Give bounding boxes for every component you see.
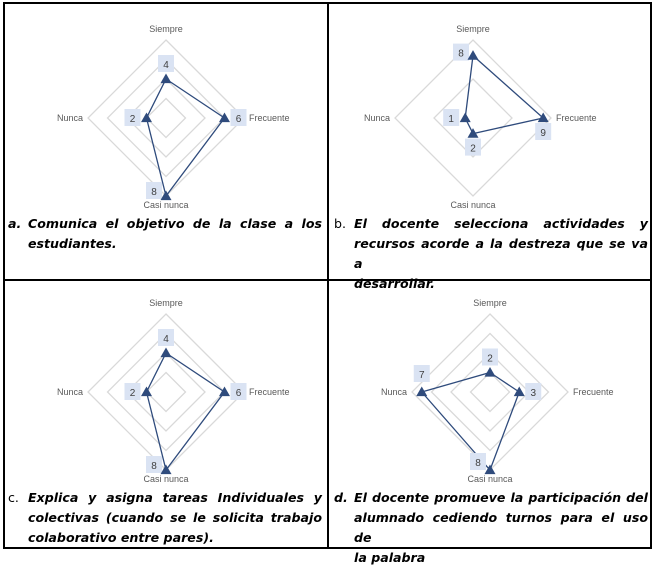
caption-line: desarrollar. xyxy=(354,276,435,291)
axis-label-frecuente: Frecuente xyxy=(556,113,597,123)
triangle-marker-icon xyxy=(161,348,172,358)
axis-label-frecuente: Frecuente xyxy=(573,387,614,397)
caption-line: la palabra xyxy=(354,550,426,565)
value-label: 1 xyxy=(448,114,454,125)
axis-label-siempre: Siempre xyxy=(456,24,490,34)
grid-ring xyxy=(395,40,551,196)
caption-line: Explica y asigna tareas Individuales y xyxy=(28,490,322,505)
value-label: 6 xyxy=(235,114,242,125)
axis-label-casi-nunca: Casi nunca xyxy=(450,200,496,210)
value-label: 2 xyxy=(129,114,136,125)
radar-chart-c xyxy=(0,280,328,484)
radar-chart-d xyxy=(328,280,656,484)
caption-line: Comunica el objetivo de la clase a los xyxy=(28,216,322,231)
value-label: 9 xyxy=(540,128,546,139)
radar-svg xyxy=(0,280,328,484)
caption-line: El docente promueve la participación del xyxy=(354,490,648,505)
radar-grid xyxy=(395,40,551,196)
value-label: 6 xyxy=(235,388,242,399)
axis-label-nunca: Nunca xyxy=(363,113,390,123)
axis-label-siempre: Siempre xyxy=(149,24,183,34)
axis-label-frecuente: Frecuente xyxy=(249,113,290,123)
radar-grid xyxy=(412,314,568,470)
axis-label-nunca: Nunca xyxy=(380,387,407,397)
caption-letter: d. xyxy=(334,490,348,505)
grid-ring xyxy=(147,99,186,138)
caption-d xyxy=(334,488,648,568)
caption-line: recursos acorde a la destreza que se va a xyxy=(354,236,648,271)
caption-line: estudiantes. xyxy=(28,236,117,251)
caption-letter: a. xyxy=(8,216,22,231)
triangle-marker-icon xyxy=(485,367,496,377)
caption-c xyxy=(8,488,322,548)
value-label: 8 xyxy=(458,48,464,60)
value-label: 8 xyxy=(151,461,157,472)
value-label: 4 xyxy=(163,334,169,345)
radar-svg xyxy=(328,280,656,484)
caption-b xyxy=(334,214,648,294)
caption-line: colaborativo entre pares). xyxy=(28,530,214,545)
triangle-marker-icon xyxy=(468,50,479,60)
grid-ring xyxy=(412,314,568,470)
value-label: 2 xyxy=(487,353,493,365)
caption-line: alumnado cediendo turnos para el uso de xyxy=(354,510,648,545)
axis-label-nunca: Nunca xyxy=(56,113,83,123)
series-line xyxy=(465,56,543,134)
value-label: 4 xyxy=(163,60,169,71)
axis-label-siempre: Siempre xyxy=(149,298,183,308)
axis-label-nunca: Nunca xyxy=(56,387,83,397)
value-label: 8 xyxy=(475,458,481,469)
axis-label-casi-nunca: Casi nunca xyxy=(467,474,513,484)
grid-ring xyxy=(471,373,510,412)
radar-chart-b xyxy=(328,0,656,210)
value-label: 2 xyxy=(129,388,136,399)
radar-svg xyxy=(328,0,656,210)
value-label: 7 xyxy=(418,370,425,381)
value-label: 3 xyxy=(530,388,537,399)
triangle-marker-icon xyxy=(161,74,172,84)
caption-a xyxy=(8,214,322,254)
axis-label-frecuente: Frecuente xyxy=(249,387,290,397)
caption-line: El docente selecciona actividades y xyxy=(354,216,648,231)
caption-letter: c. xyxy=(8,490,19,505)
radar-chart-a xyxy=(0,0,328,210)
value-label: 2 xyxy=(470,143,476,155)
caption-line: colectivas (cuando se le solicita trabajo xyxy=(28,510,322,525)
axis-label-casi-nunca: Casi nunca xyxy=(143,474,189,484)
grid-ring xyxy=(147,373,186,412)
caption-letter: b. xyxy=(334,216,346,231)
axis-label-casi-nunca: Casi nunca xyxy=(143,200,189,210)
value-label: 8 xyxy=(151,187,157,198)
axis-label-siempre: Siempre xyxy=(473,298,507,308)
radar-svg xyxy=(0,0,328,210)
triangle-marker-icon xyxy=(460,113,471,123)
triangle-marker-icon xyxy=(514,387,525,397)
